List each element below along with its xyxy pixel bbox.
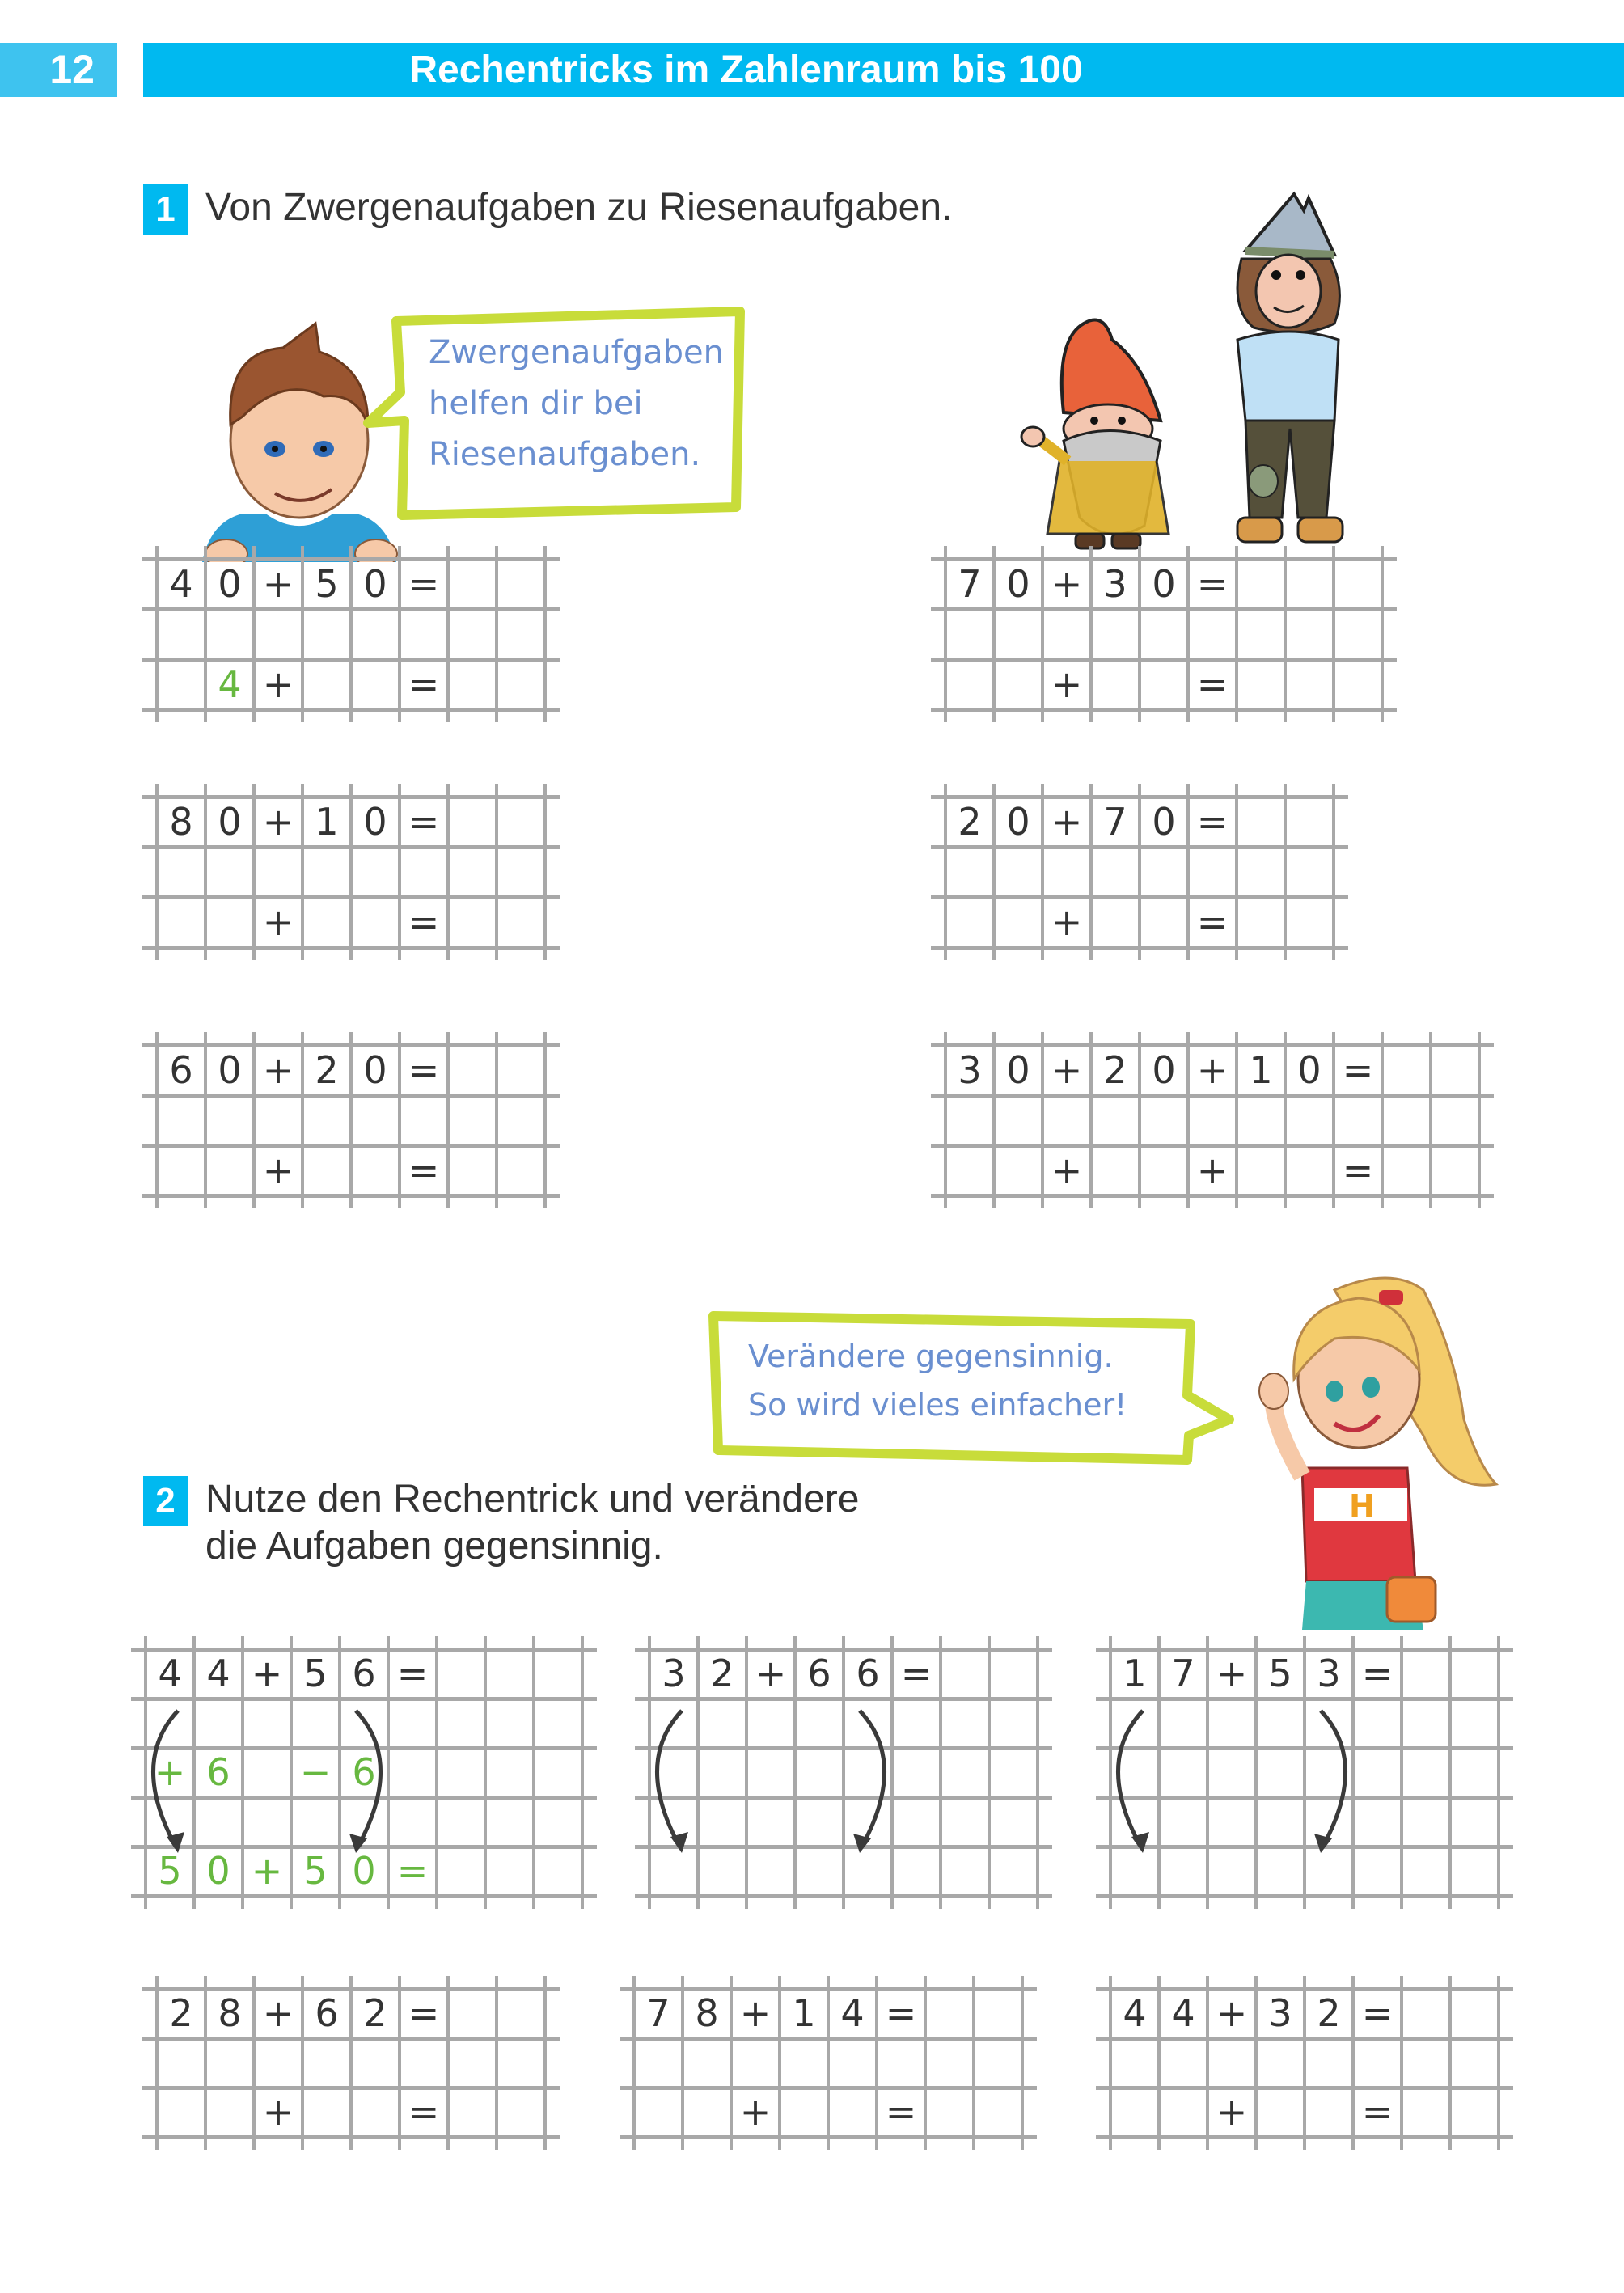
grid-cell[interactable]: 2 [1317, 1991, 1341, 2035]
grid-cell[interactable]: + [755, 1652, 787, 1695]
grid-cell[interactable]: = [1196, 562, 1229, 606]
grid-cell[interactable]: 8 [218, 1991, 242, 2035]
grid-cell[interactable]: 0 [206, 1849, 230, 1893]
task-2-number: 2 [143, 1476, 188, 1526]
grid-cell[interactable]: = [1196, 662, 1229, 706]
grid-line [1096, 2086, 1513, 2090]
grid-line [931, 658, 1397, 662]
task-2-heading [143, 1476, 859, 1570]
grid-cell[interactable]: 0 [363, 562, 387, 606]
grid-line [495, 1976, 498, 2150]
grid-cell[interactable]: 4 [158, 1652, 182, 1695]
grid-cell[interactable]: = [1342, 1149, 1374, 1192]
grid-cell[interactable]: = [1361, 1652, 1394, 1695]
problem-grid-17-plus-53[interactable] [1110, 1649, 1499, 1896]
grid-cell[interactable]: + [1051, 900, 1083, 944]
grid-cell[interactable]: 0 [218, 800, 242, 844]
change-arrows-icon [1110, 1649, 1499, 1896]
grid-cell[interactable]: 4 [169, 562, 193, 606]
grid-line [972, 1976, 975, 2150]
grid-cell[interactable]: 3 [958, 1048, 982, 1092]
grid-cell[interactable]: = [408, 1048, 440, 1092]
grid-cell[interactable]: + [262, 562, 294, 606]
grid-cell[interactable]: + [251, 1652, 283, 1695]
grid-line [142, 2086, 560, 2090]
problem-grid-44-plus-56[interactable] [146, 1649, 582, 1896]
svg-text:H: H [1349, 1488, 1375, 1524]
grid-cell[interactable]: + [739, 1991, 772, 2035]
grid-cell[interactable]: 1 [1249, 1048, 1273, 1092]
grid-line [543, 546, 547, 722]
grid-cell[interactable]: = [1361, 1991, 1394, 2035]
grid-cell[interactable]: 6 [315, 1991, 339, 2035]
grid-cell[interactable]: = [408, 900, 440, 944]
grid-line [1332, 546, 1335, 722]
grid-cell[interactable]: + [1051, 562, 1083, 606]
problem-grid-78-plus-14[interactable] [634, 1989, 1022, 2137]
grid-line [1478, 1032, 1481, 1208]
grid-line [931, 708, 1397, 712]
grid-cell[interactable]: = [408, 562, 440, 606]
girl-character-icon [1213, 1258, 1504, 1630]
grid-cell[interactable]: = [1196, 800, 1229, 844]
task-1-number: 1 [143, 184, 188, 235]
grid-cell[interactable]: 5 [1268, 1652, 1292, 1695]
grid-cell[interactable]: 6 [352, 1750, 376, 1794]
speech-bubble-boy [360, 303, 748, 522]
grid-cell[interactable]: + [262, 900, 294, 944]
grid-cell[interactable]: + [262, 1991, 294, 2035]
grid-cell[interactable]: 0 [352, 1849, 376, 1893]
grid-line [1429, 1032, 1432, 1208]
grid-cell[interactable]: 5 [303, 1652, 328, 1695]
grid-cell[interactable]: + [1196, 1149, 1229, 1192]
grid-cell[interactable]: 0 [1006, 562, 1030, 606]
grid-line [1381, 546, 1384, 722]
grid-line [543, 784, 547, 960]
problem-grid-30-plus-20-plus-10[interactable] [945, 1045, 1479, 1195]
grid-cell[interactable]: + [1216, 1991, 1248, 2035]
grid-line [620, 2135, 1037, 2139]
grid-cell[interactable]: 0 [218, 1048, 242, 1092]
grid-cell[interactable]: = [885, 1991, 917, 2035]
problem-grid-70-plus-30[interactable] [945, 559, 1382, 709]
grid-cell[interactable]: − [299, 1750, 332, 1794]
page-title-bar [143, 43, 1624, 97]
grid-line [1021, 1976, 1024, 2150]
task-2-instruction-line-1: Nutze den Rechentrick und verändere [205, 1478, 860, 1521]
grid-line [1497, 1976, 1500, 2150]
grid-cell[interactable]: = [408, 662, 440, 706]
grid-cell[interactable]: 2 [1103, 1048, 1127, 1092]
grid-cell[interactable]: 8 [169, 800, 193, 844]
grid-cell[interactable]: 5 [303, 1849, 328, 1893]
grid-cell[interactable]: 6 [807, 1652, 831, 1695]
problem-grid-44-plus-32[interactable] [1110, 1989, 1499, 2137]
problem-grid-80-plus-10[interactable] [157, 797, 545, 947]
grid-line [620, 2086, 1037, 2090]
grid-cell[interactable]: 7 [646, 1991, 670, 2035]
grid-cell[interactable]: 0 [363, 1048, 387, 1092]
grid-line [495, 546, 498, 722]
giant-character-icon [1213, 178, 1391, 550]
grid-line [495, 784, 498, 960]
grid-line [142, 946, 560, 950]
grid-cell[interactable]: 4 [206, 1652, 230, 1695]
grid-cell[interactable]: = [408, 2090, 440, 2134]
grid-cell[interactable]: + [1196, 1048, 1229, 1092]
grid-line [142, 1194, 560, 1198]
problem-grid-28-plus-62[interactable] [157, 1989, 545, 2137]
grid-cell[interactable]: 6 [206, 1750, 230, 1794]
grid-cell[interactable]: 5 [315, 562, 339, 606]
grid-line [1096, 2135, 1513, 2139]
grid-cell[interactable]: + [1051, 662, 1083, 706]
grid-cell[interactable]: 3 [662, 1652, 686, 1695]
grid-cell[interactable]: 1 [792, 1991, 816, 2035]
grid-cell[interactable]: 4 [218, 662, 242, 706]
grid-line [931, 895, 1348, 899]
bubble-text-boy: Zwergenaufgaben helfen dir bei Riesenaufgaben. [429, 334, 725, 473]
grid-cell[interactable]: 1 [315, 800, 339, 844]
grid-cell[interactable]: 2 [315, 1048, 339, 1092]
grid-cell[interactable]: 0 [363, 800, 387, 844]
problem-grid-32-plus-66[interactable] [649, 1649, 1038, 1896]
grid-cell[interactable]: 7 [958, 562, 982, 606]
grid-cell[interactable]: 2 [363, 1991, 387, 2035]
grid-cell[interactable]: 0 [218, 562, 242, 606]
grid-cell[interactable]: 0 [1152, 1048, 1176, 1092]
problem-grid-60-plus-20[interactable] [157, 1045, 545, 1195]
grid-cell[interactable]: 2 [169, 1991, 193, 2035]
grid-line [1284, 546, 1287, 722]
grid-cell[interactable]: + [1051, 1048, 1083, 1092]
change-arrows-icon [649, 1649, 1038, 1896]
grid-cell[interactable]: 4 [840, 1991, 865, 2035]
grid-cell[interactable]: = [885, 2090, 917, 2134]
grid-cell[interactable]: 0 [1297, 1048, 1322, 1092]
grid-cell[interactable]: = [396, 1652, 429, 1695]
task-2-instruction-line-2: die Aufgaben gegensinnig. [205, 1525, 663, 1567]
grid-cell[interactable]: = [396, 1849, 429, 1893]
grid-cell[interactable]: 2 [710, 1652, 734, 1695]
grid-cell[interactable]: 7 [1103, 800, 1127, 844]
grid-cell[interactable]: = [900, 1652, 933, 1695]
grid-cell[interactable]: + [262, 662, 294, 706]
grid-cell[interactable]: = [1342, 1048, 1374, 1092]
grid-cell[interactable]: 6 [856, 1652, 880, 1695]
grid-cell[interactable]: 3 [1268, 1991, 1292, 2035]
grid-line [495, 1032, 498, 1208]
grid-cell[interactable]: 3 [1317, 1652, 1341, 1695]
grid-cell[interactable]: + [1216, 1652, 1248, 1695]
grid-line [1448, 1976, 1452, 2150]
change-arrows-icon [146, 1649, 582, 1896]
page-number-text: 12 [49, 47, 95, 92]
grid-cell[interactable]: + [154, 1750, 186, 1794]
grid-line [1284, 784, 1287, 960]
page-number [0, 43, 117, 97]
grid-line [543, 1976, 547, 2150]
grid-cell[interactable]: 7 [1171, 1652, 1195, 1695]
grid-line [931, 946, 1348, 950]
grid-cell[interactable]: 0 [1006, 1048, 1030, 1092]
grid-cell[interactable]: = [408, 1991, 440, 2035]
grid-cell[interactable]: 5 [158, 1849, 182, 1893]
grid-cell[interactable]: + [739, 2090, 772, 2134]
problem-grid-20-plus-70[interactable] [945, 797, 1334, 947]
grid-cell[interactable]: 4 [1171, 1991, 1195, 2035]
grid-cell[interactable]: 4 [1123, 1991, 1147, 2035]
grid-cell[interactable]: 1 [1123, 1652, 1147, 1695]
grid-cell[interactable]: + [262, 800, 294, 844]
grid-cell[interactable]: 0 [1152, 800, 1176, 844]
grid-cell[interactable]: + [251, 1849, 283, 1893]
grid-cell[interactable]: 8 [695, 1991, 719, 2035]
grid-line [142, 895, 560, 899]
speech-bubble-girl [704, 1306, 1237, 1468]
grid-line [543, 1032, 547, 1208]
grid-cell[interactable]: + [1051, 1149, 1083, 1192]
grid-cell[interactable]: 3 [1103, 562, 1127, 606]
task-2-instruction [205, 1476, 859, 1570]
problem-grid-40-plus-50[interactable] [157, 559, 545, 709]
grid-cell[interactable]: 0 [1006, 800, 1030, 844]
grid-line [142, 2135, 560, 2139]
bubble-text-girl: Verändere gegensinnig. So wird vieles einfacher! [748, 1339, 1127, 1423]
grid-line [1332, 784, 1335, 960]
grid-cell[interactable]: 6 [352, 1652, 376, 1695]
grid-cell[interactable]: + [262, 2090, 294, 2134]
grid-cell[interactable]: 2 [958, 800, 982, 844]
task-1-instruction: Von Zwergenaufgaben zu Riesenaufgaben. [205, 186, 953, 229]
page-title: Rechentricks im Zahlenraum bis 100 [409, 49, 1083, 91]
grid-cell[interactable]: + [262, 1149, 294, 1192]
gnome-character-icon [1015, 307, 1193, 550]
grid-line [142, 1144, 560, 1148]
grid-cell[interactable]: + [262, 1048, 294, 1092]
grid-cell[interactable]: = [408, 800, 440, 844]
grid-cell[interactable]: + [1216, 2090, 1248, 2134]
grid-cell[interactable]: = [408, 1149, 440, 1192]
grid-cell[interactable]: = [1196, 900, 1229, 944]
task-1-heading [143, 184, 952, 235]
grid-cell[interactable]: 0 [1152, 562, 1176, 606]
grid-cell[interactable]: + [1051, 800, 1083, 844]
grid-cell[interactable]: = [1361, 2090, 1394, 2134]
grid-cell[interactable]: 6 [169, 1048, 193, 1092]
